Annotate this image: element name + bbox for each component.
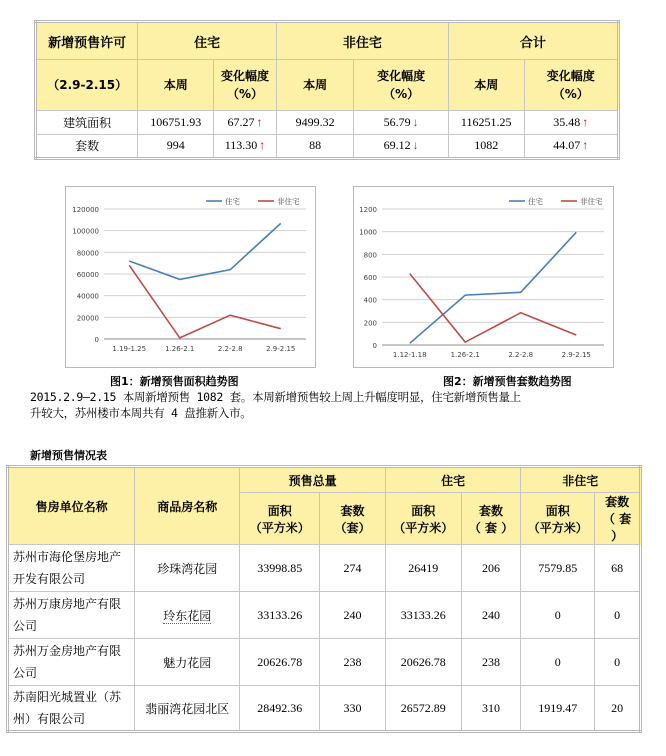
area-trend-chart-svg xyxy=(66,187,315,367)
area-trend-chart xyxy=(65,186,316,368)
change-value: 44.07 xyxy=(553,138,581,153)
header-area-l1: 面积 xyxy=(411,503,436,518)
residential-area: 26572.89 xyxy=(385,686,461,732)
series-line xyxy=(410,274,577,343)
residential-area: 33133.26 xyxy=(385,592,461,639)
group-total: 合计 xyxy=(448,22,618,60)
chart1-caption: 图1：新增预售面积趋势图 xyxy=(110,375,239,388)
corner-title: 新增预售许可 xyxy=(36,22,138,60)
x-tick-label: 2.2-2.8 xyxy=(508,351,534,359)
table-row xyxy=(8,639,641,686)
table-row xyxy=(8,686,641,732)
total-units: 238 xyxy=(320,639,386,686)
header-units xyxy=(461,493,521,545)
legend-label: 住宅 xyxy=(225,197,240,206)
header-units xyxy=(595,493,641,545)
header-area-l2: （平方米） xyxy=(393,520,454,535)
header-week: 本周 xyxy=(276,60,354,110)
series-line xyxy=(129,223,281,279)
header-units-l1: 套数 xyxy=(605,495,630,509)
header-area xyxy=(240,493,320,545)
arrow-down-icon: ↓ xyxy=(412,138,419,153)
total-units: 274 xyxy=(320,545,386,592)
residential-units: 240 xyxy=(461,592,521,639)
arrow-down-icon: ↓ xyxy=(412,114,419,129)
summary-paragraph xyxy=(30,389,630,421)
table-row xyxy=(36,110,619,134)
table-row xyxy=(36,134,619,158)
legend-label: 非住宅 xyxy=(580,197,603,206)
x-tick-label: 2.9-2.15 xyxy=(561,351,591,359)
nonresidential-units: 0 xyxy=(595,639,641,686)
header-units-l2: （ 套 ） xyxy=(602,512,632,543)
group-residential: 住宅 xyxy=(138,22,277,60)
cell-change xyxy=(214,134,277,158)
header-area xyxy=(521,493,595,545)
residential-area: 20626.78 xyxy=(385,639,461,686)
x-tick-label: 1.26-2.1 xyxy=(165,345,195,353)
change-value: 35.48 xyxy=(553,114,581,129)
change-value: 69.12 xyxy=(383,138,411,153)
paragraph-line: 2015.2.9—2.15 本周新增预售 1082 套。本周新增预售较上周上升幅度明显，住宅新增预售量上 xyxy=(30,390,521,404)
header-change xyxy=(214,60,277,110)
y-tick-label: 400 xyxy=(363,296,377,305)
residential-units: 310 xyxy=(461,686,521,732)
units-trend-chart xyxy=(353,186,614,368)
total-area: 33998.85 xyxy=(240,545,320,592)
company-name: 苏州万金房地产有限公司 xyxy=(8,639,135,686)
header-units-l2: （ 套 ） xyxy=(468,520,514,535)
cell-value: 994 xyxy=(138,134,214,158)
nonresidential-area: 0 xyxy=(521,592,595,639)
header-project: 商品房名称 xyxy=(135,467,240,545)
company-name: 苏州市海伦堡房地产开发有限公司 xyxy=(8,545,135,592)
y-tick-label: 100000 xyxy=(72,227,99,236)
header-area-l2: （平方米） xyxy=(527,520,588,535)
header-change-l2: （%） xyxy=(226,86,263,101)
x-tick-label: 2.9-2.15 xyxy=(266,345,296,353)
arrow-up-icon: ↑ xyxy=(582,138,589,153)
nonresidential-area: 0 xyxy=(521,639,595,686)
y-tick-label: 40000 xyxy=(76,292,99,301)
series-line xyxy=(129,265,281,338)
y-tick-label: 800 xyxy=(363,251,377,260)
change-value: 113.30 xyxy=(224,138,258,153)
project-name: 魅力花园 xyxy=(135,639,240,686)
x-tick-label: 2.2-2.8 xyxy=(217,345,243,353)
residential-units: 238 xyxy=(461,639,521,686)
x-tick-label: 1.12-1.18 xyxy=(392,351,427,359)
change-value: 67.27 xyxy=(227,114,255,129)
change-value: 56.79 xyxy=(383,114,411,129)
group-residential: 住宅 xyxy=(385,467,520,493)
y-tick-label: 1200 xyxy=(359,206,377,214)
header-area-l1: 面积 xyxy=(545,503,570,518)
cell-change xyxy=(524,110,618,134)
table-row xyxy=(8,592,641,639)
summary-table xyxy=(34,20,620,160)
group-nonresidential: 非住宅 xyxy=(276,22,448,60)
project-name: 珍珠湾花园 xyxy=(135,545,240,592)
header-units-l1: 套数 xyxy=(479,503,504,518)
total-area: 20626.78 xyxy=(240,639,320,686)
header-change-l2: （%） xyxy=(383,86,420,101)
cell-change xyxy=(214,110,277,134)
y-tick-label: 80000 xyxy=(76,249,99,258)
cell-value: 9499.32 xyxy=(276,110,354,134)
x-tick-label: 1.19-1.25 xyxy=(112,345,147,353)
y-tick-label: 600 xyxy=(363,274,377,282)
total-units: 330 xyxy=(320,686,386,732)
nonresidential-units: 20 xyxy=(595,686,641,732)
legend-label: 住宅 xyxy=(528,197,543,206)
company-name: 苏南阳光城置业（苏州）有限公司 xyxy=(8,686,135,732)
arrow-up-icon: ↑ xyxy=(259,138,266,153)
arrow-up-icon: ↑ xyxy=(256,114,263,129)
header-week: 本周 xyxy=(448,60,524,110)
header-units-l2: （套） xyxy=(334,520,371,535)
header-change-l1: 变化幅度 xyxy=(377,68,426,83)
cell-value: 116251.25 xyxy=(448,110,524,134)
header-company: 售房单位名称 xyxy=(8,467,135,545)
y-tick-label: 20000 xyxy=(76,314,99,323)
cell-value: 88 xyxy=(276,134,354,158)
row-label: 建筑面积 xyxy=(36,110,138,134)
total-area: 33133.26 xyxy=(240,592,320,639)
y-tick-label: 60000 xyxy=(76,271,99,279)
header-change-l1: 变化幅度 xyxy=(546,68,595,83)
nonresidential-units: 0 xyxy=(595,592,641,639)
cell-change xyxy=(354,110,448,134)
company-name: 苏州万康房地产有限公司 xyxy=(8,592,135,639)
nonresidential-units: 68 xyxy=(595,545,641,592)
header-week: 本周 xyxy=(138,60,214,110)
row-label: 套数 xyxy=(36,134,138,158)
header-change-l2: （%） xyxy=(552,86,589,101)
y-tick-label: 200 xyxy=(363,319,377,328)
total-units: 240 xyxy=(320,592,386,639)
chart2-caption: 图2：新增预售套数趋势图 xyxy=(443,375,572,388)
group-total-presale: 预售总量 xyxy=(240,467,386,493)
cell-value: 1082 xyxy=(448,134,524,158)
header-change xyxy=(354,60,448,110)
project-name xyxy=(135,592,240,639)
nonresidential-area: 1919.47 xyxy=(521,686,595,732)
total-area: 28492.36 xyxy=(240,686,320,732)
y-tick-label: 1000 xyxy=(359,228,377,237)
y-tick-label: 0 xyxy=(372,342,377,350)
group-nonresidential: 非住宅 xyxy=(521,467,641,493)
header-area-l2: （平方米） xyxy=(249,520,310,535)
header-area xyxy=(385,493,461,545)
x-tick-label: 1.26-2.1 xyxy=(450,351,480,359)
table-row xyxy=(8,545,641,592)
project-name: 翡丽湾花园北区 xyxy=(135,686,240,732)
header-change xyxy=(524,60,618,110)
legend-label: 非住宅 xyxy=(277,197,300,206)
paragraph-line: 升较大，苏州楼市本周共有 4 盘推新入市。 xyxy=(30,406,252,420)
arrow-up-icon: ↑ xyxy=(582,114,589,129)
y-tick-label: 0 xyxy=(94,336,99,344)
header-units-l1: 套数 xyxy=(340,503,365,518)
header-units xyxy=(320,493,386,545)
presale-detail-table xyxy=(6,465,642,733)
y-tick-label: 120000 xyxy=(72,206,99,214)
corner-period: （2.9-2.15） xyxy=(36,60,138,110)
nonresidential-area: 7579.85 xyxy=(521,545,595,592)
cell-value: 106751.93 xyxy=(138,110,214,134)
header-change-l1: 变化幅度 xyxy=(220,68,269,83)
project-name-text: 玲东花园 xyxy=(163,608,212,623)
section-title: 新增预售情况表 xyxy=(30,449,107,462)
cell-change xyxy=(524,134,618,158)
header-area-l1: 面积 xyxy=(267,503,292,518)
cell-change xyxy=(354,134,448,158)
residential-units: 206 xyxy=(461,545,521,592)
units-trend-chart-svg xyxy=(354,187,613,367)
residential-area: 26419 xyxy=(385,545,461,592)
